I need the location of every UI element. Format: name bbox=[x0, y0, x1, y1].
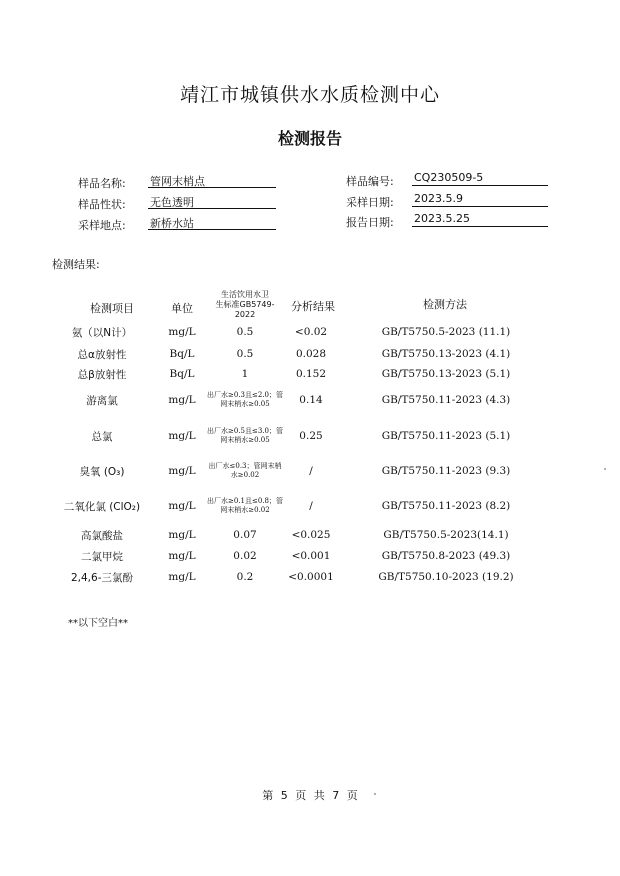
sampling-date-value: 2023.5.9 bbox=[412, 192, 548, 207]
cell-result: <0.0001 bbox=[288, 571, 334, 583]
cell-standard: 出厂水≥0.3且≤2.0；管网末梢水≥0.05 bbox=[207, 391, 283, 408]
cell-item: 总α放射性 bbox=[77, 348, 127, 361]
table-row bbox=[0, 420, 620, 452]
scan-speck bbox=[604, 468, 606, 470]
header-item: 检测项目 bbox=[90, 302, 134, 315]
header-result: 分析结果 bbox=[291, 300, 335, 313]
cell-unit: mg/L bbox=[168, 550, 196, 562]
cell-unit: mg/L bbox=[168, 465, 196, 477]
table-row bbox=[0, 458, 620, 484]
cell-standard: 出厂水≤0.3；管网末梢水≥0.02 bbox=[208, 462, 282, 479]
sampling-date-label: 采样日期: bbox=[346, 196, 394, 209]
cell-item: 高氯酸盐 bbox=[81, 529, 123, 542]
cell-result: 0.25 bbox=[299, 430, 323, 442]
cell-method: GB/T5750.10-2023 (19.2) bbox=[378, 571, 514, 583]
header-method: 检测方法 bbox=[423, 298, 467, 311]
cell-result: / bbox=[309, 465, 313, 477]
cell-method: GB/T5750.11-2023 (5.1) bbox=[381, 430, 511, 442]
cell-result: 0.028 bbox=[295, 348, 327, 360]
cell-unit: mg/L bbox=[168, 500, 196, 512]
cell-standard: 0.02 bbox=[233, 550, 257, 562]
cell-item: 氨（以N计） bbox=[71, 326, 133, 339]
report-title: 检测报告 bbox=[277, 129, 342, 148]
cell-item: 臭氧 (O₃) bbox=[79, 465, 125, 478]
cell-unit: Bq/L bbox=[169, 348, 195, 360]
end-of-content-note: **以下空白** bbox=[68, 618, 128, 629]
report-date-value: 2023.5.25 bbox=[412, 212, 548, 227]
sampling-location-label: 采样地点: bbox=[78, 219, 126, 232]
cell-standard: 1 bbox=[241, 368, 249, 380]
cell-item: 二氯甲烷 bbox=[81, 550, 123, 563]
sample-name-label: 样品名称: bbox=[78, 177, 126, 190]
sample-number-value: CQ230509-5 bbox=[412, 171, 548, 186]
cell-method: GB/T5750.8-2023 (49.3) bbox=[381, 550, 511, 562]
cell-standard: 0.5 bbox=[236, 348, 254, 360]
cell-unit: mg/L bbox=[168, 394, 196, 406]
cell-method: GB/T5750.11-2023 (9.3) bbox=[381, 465, 511, 477]
table-row bbox=[0, 365, 620, 383]
cell-item: 游离氯 bbox=[86, 394, 118, 407]
cell-method: GB/T5750.5-2023 (11.1) bbox=[381, 326, 511, 338]
cell-result: 0.152 bbox=[295, 368, 327, 380]
cell-method: GB/T5750.13-2023 (5.1) bbox=[381, 368, 511, 380]
organization-title: 靖江市城镇供水水质检测中心 bbox=[179, 84, 440, 106]
table-row bbox=[0, 323, 620, 341]
table-row bbox=[0, 384, 620, 416]
cell-method: GB/T5750.5-2023(14.1) bbox=[383, 529, 509, 541]
cell-unit: mg/L bbox=[168, 430, 196, 442]
report-date-label: 报告日期: bbox=[346, 216, 394, 229]
cell-result: <0.025 bbox=[291, 529, 331, 541]
cell-item: 二氧化氯 (ClO₂) bbox=[63, 500, 141, 513]
table-row bbox=[0, 526, 620, 544]
header-standard-line: 生标准GB5749- bbox=[215, 300, 275, 309]
cell-method: GB/T5750.11-2023 (8.2) bbox=[381, 500, 511, 512]
sample-name-value: 管网末梢点 bbox=[148, 173, 276, 188]
sample-number-label: 样品编号: bbox=[346, 175, 394, 188]
cell-standard: 出厂水≥0.1且≤0.8；管网末梢水≥0.02 bbox=[207, 497, 283, 514]
cell-method: GB/T5750.11-2023 (4.3) bbox=[381, 394, 511, 406]
cell-result: <0.02 bbox=[294, 326, 328, 338]
sample-appearance-value: 无色透明 bbox=[148, 194, 276, 209]
cell-method: GB/T5750.13-2023 (4.1) bbox=[381, 348, 511, 360]
cell-standard: 0.07 bbox=[233, 529, 257, 541]
cell-result: <0.001 bbox=[291, 550, 331, 562]
header-standard bbox=[208, 290, 282, 320]
cell-result: 0.14 bbox=[299, 394, 323, 406]
header-standard-line: 2022 bbox=[234, 310, 256, 319]
table-row bbox=[0, 345, 620, 363]
cell-result: / bbox=[309, 500, 313, 512]
cell-standard: 0.2 bbox=[236, 571, 254, 583]
header-unit: 单位 bbox=[171, 302, 193, 315]
sampling-location-value: 新桥水站 bbox=[148, 215, 276, 230]
cell-item: 总氯 bbox=[91, 430, 113, 443]
cell-item: 总β放射性 bbox=[77, 368, 127, 381]
cell-unit: Bq/L bbox=[169, 368, 195, 380]
scan-speck bbox=[374, 793, 376, 795]
cell-unit: mg/L bbox=[168, 529, 196, 541]
cell-item: 2,4,6-三氯酚 bbox=[70, 571, 133, 584]
sample-appearance-label: 样品性状: bbox=[78, 198, 126, 211]
header-standard-line: 生活饮用水卫 bbox=[221, 290, 269, 299]
cell-standard: 0.5 bbox=[236, 326, 254, 338]
table-row bbox=[0, 568, 620, 586]
page-number: 第 5 页 共 7 页 bbox=[262, 789, 358, 802]
results-section-label: 检测结果: bbox=[52, 258, 100, 271]
cell-unit: mg/L bbox=[168, 326, 196, 338]
cell-standard: 出厂水≥0.5且≤3.0；管网末梢水≥0.05 bbox=[207, 427, 283, 444]
table-row bbox=[0, 547, 620, 565]
table-row bbox=[0, 490, 620, 522]
cell-unit: mg/L bbox=[168, 571, 196, 583]
